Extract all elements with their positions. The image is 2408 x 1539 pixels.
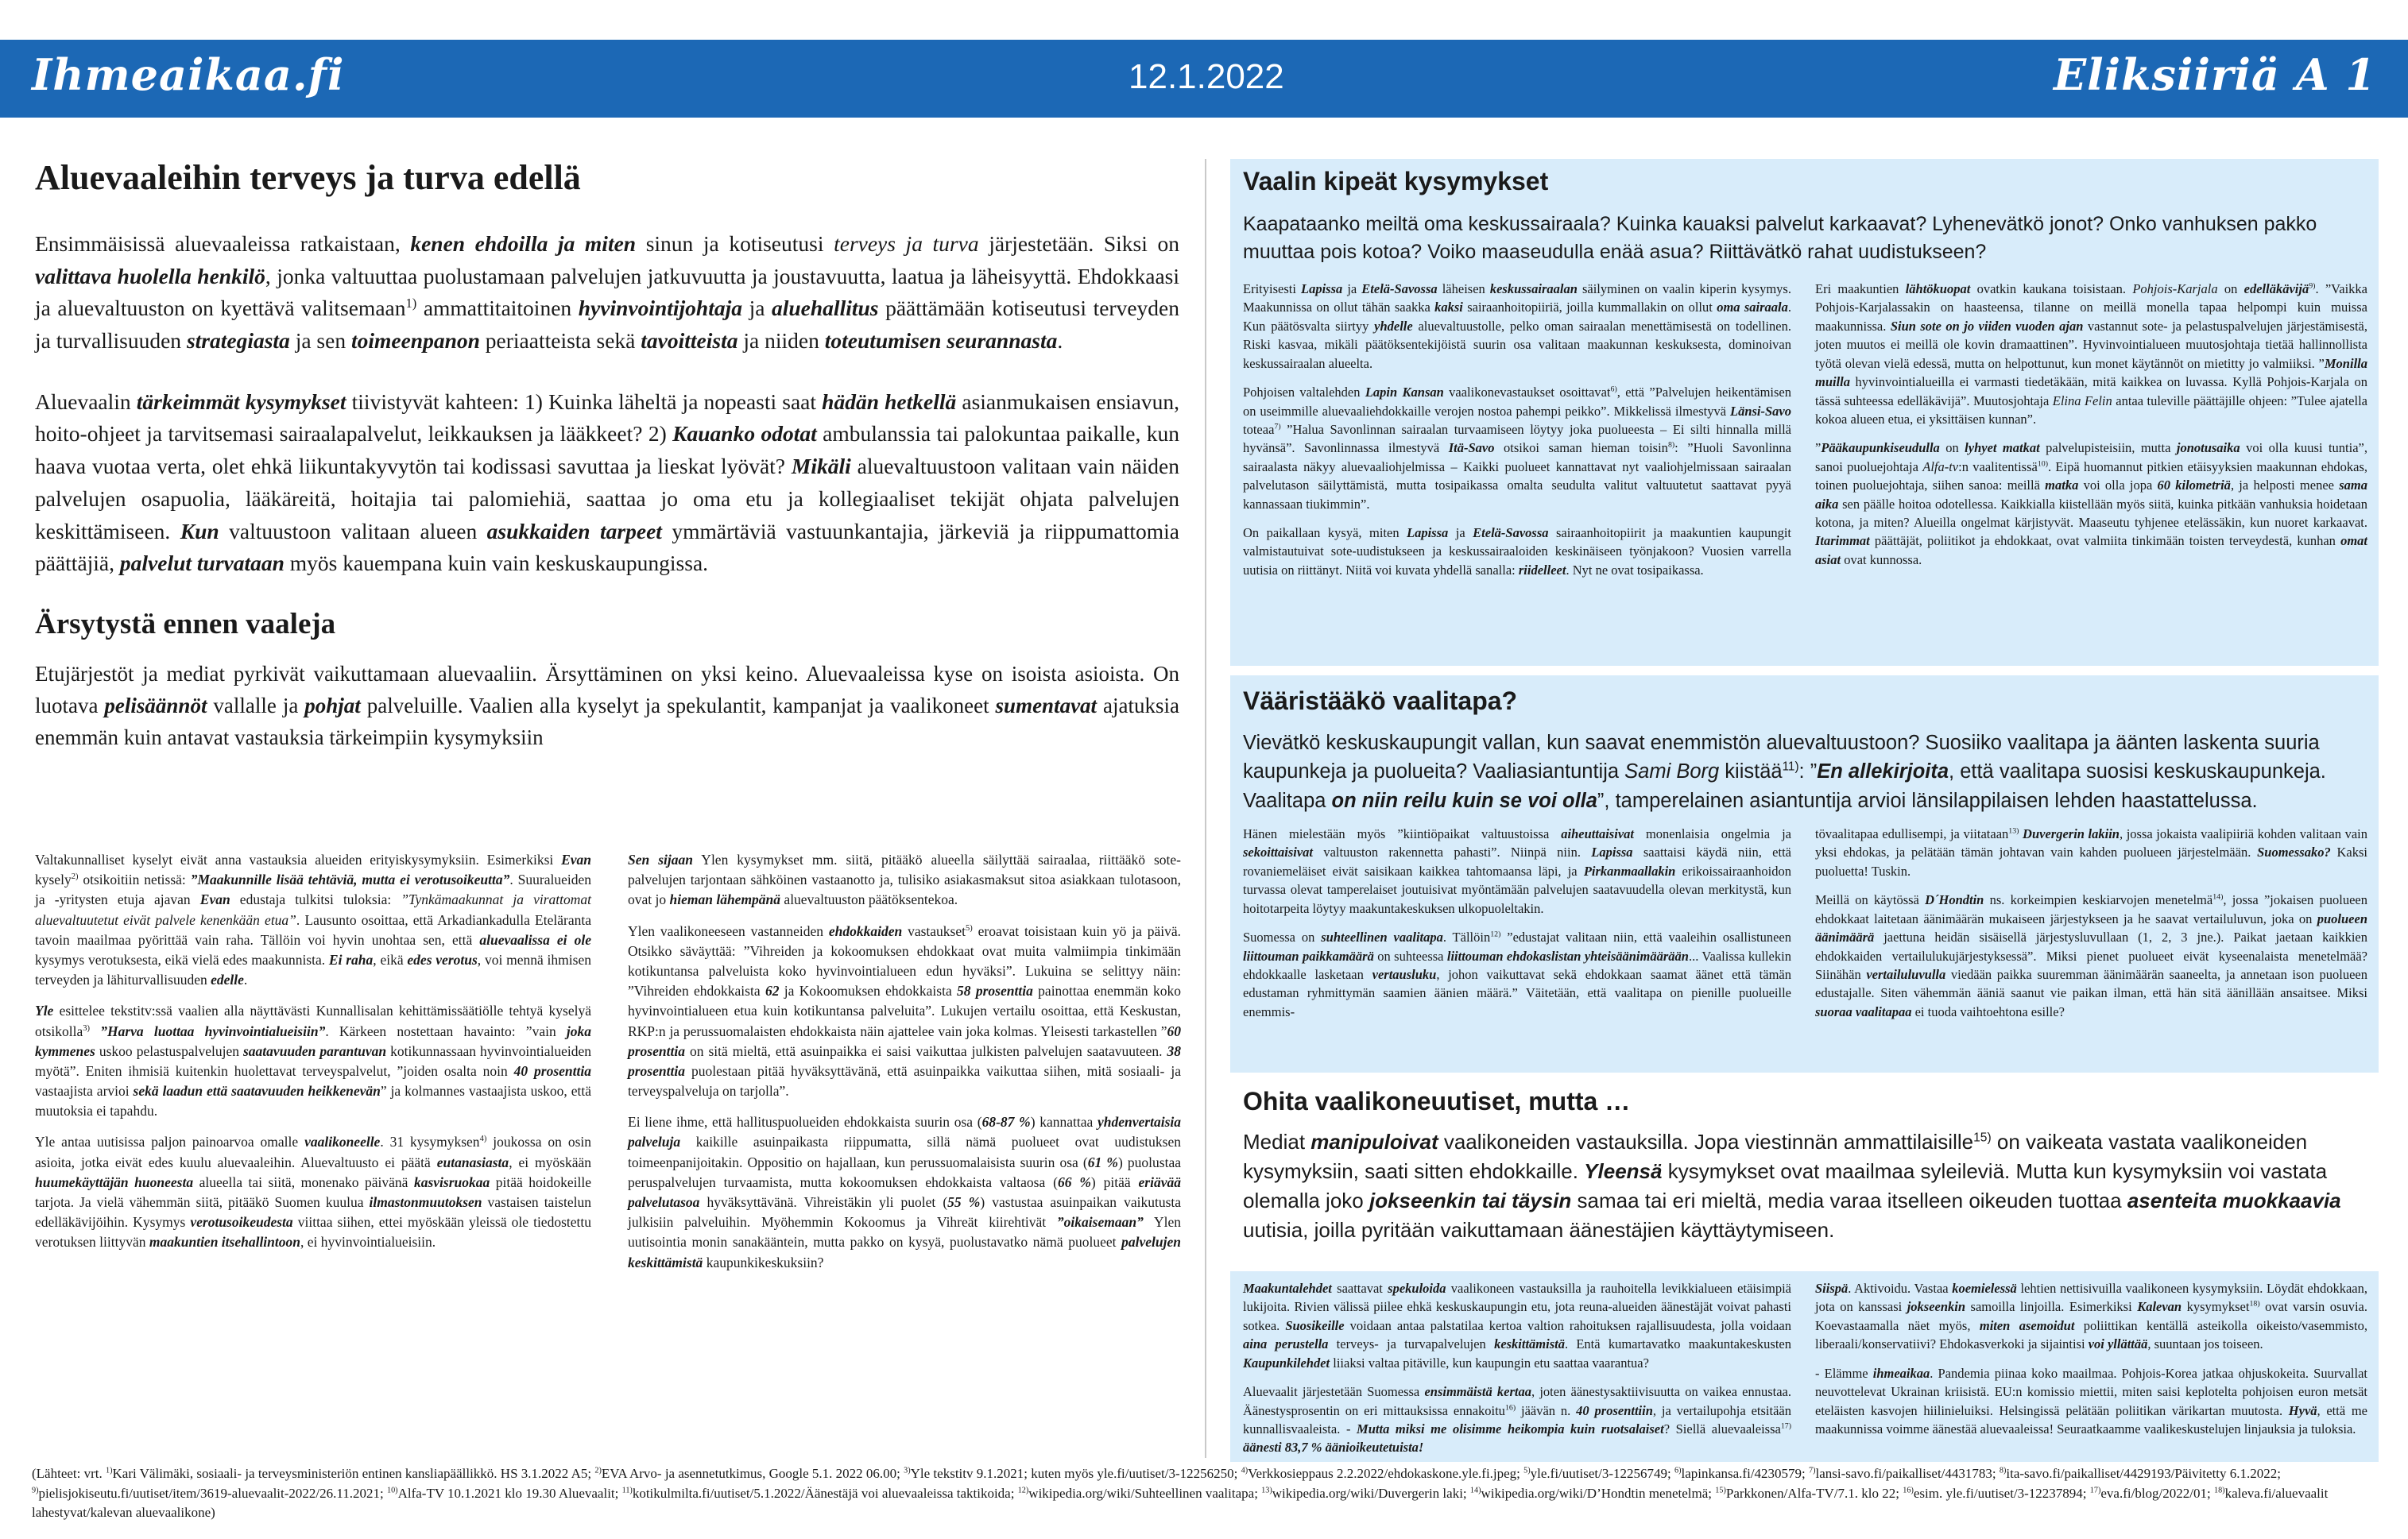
box-ohita-col-1: Maakuntalehdet saattavat spekuloida vaalikoneen vastauksilla ja rauhoitella levikkialueen etäisimpiä lukijoita. Rivien välissä piilee ehkä keskuskaupungin etu, jota reuna-alueiden äänestäjät voivat pahasti sotkea. Suosikeille voidaan antaa palstatilaa kertoa valtion rahoituksen rajallisuudesta, jolla voidaan aina perustella terveys- ja turvapalvelujen keskittämistä. Entä kumartavatko maakuntakeskusten Kaupunkilehdet liiaksi valtaa pitäville, kun kaupungin etu saattaa vaarantua? Aluevaalit järjestetään Suomessa ensimmäistä kertaa, joten äänestysaktiivisuutta on vaikea ennustaa. Äänestysprosentin on eri mittauksissa ennakoitu$^{16)}$ jäävän n. 40 prosenttiin, ja vertailupohja etsitään kunnallisvaaleista. - Mutta miksi me olisimme heikompia kuin ruotsalaiset? Siellä aluevaaleissa$^{17)}$ äänesti 83,7 % äänioikeutetuista! [1243,1281,1792,1456]
column-divider [1205,159,1206,1458]
box-ohita [1230,1271,2379,1462]
main-article [35,157,1179,754]
box-lead-vaalitapa: Vievätkö keskuskaupungit vallan, kun saavat enemmistön aluevaltuustoon? Suosiiko vaalitapa ja äänten laskenta suuria kaupunkeja ja puolueita? Vaaliasiantuntija Sami Borg kiistää$^{11)}$: ”En allekirjoita, että vaalitapa suosisi keskuskaupunkeja. Vaalitapa on niin reilu kuin se voi olla”, tamperelainen asiantuntija arvioi länsilappilaisen lehden haastattelussa. [1243,732,2326,812]
page-header [0,40,2408,118]
box-vaalin-kipeat [1230,159,2379,666]
ohita-title: Ohita vaalikoneuutiset, mutta … [1243,1087,1631,1116]
body-column-2: Sen sijaan Ylen kysymykset mm. siitä, pitääkö alueella säilyttää sairaalaa, riittääkö sote-palvelujen tarjontaan sähköinen vastaanotto ja, tulisiko asiakasmaksut sitoa asiakkaan tulotasoon, ovat jo hieman lähempänä aluevaltuuston päätöksentekoa. Ylen vaalikoneeseen vastanneiden ehdokkaiden vastaukset$^{5)}$ eroavat toisistaan kuin yö ja päivä. Otsikko säväyttää: ”Vihreiden ja kokoomuksen ehdokkaat ovat muita valmiimpia tinkimään kotikuntansa palveluista koko hyvinvointialueen edun hyväksi”. Lukuina se selittyy näin: ”Vihreiden ehdokkaista 62 ja Kokoomuksen ehdokkaista 58 prosenttia painottaa enemmän koko hyvinvointialueen etua kuin kotikuntansa palveluita”. Lukujen vertailu osoittaa, että Keskustan, RKP:n ja perussuomalaisten ehdokkaista näin ajattelee vain joka kolmas. Yleisesti tarkastellen ”60 prosenttia on sitä mieltä, että asuinpaikka ei saisi vaikuttaa julkisten palvelujen saatavuuteen. 38 prosenttia puolestaan pitää hyväksyttävänä, että asuinpaikka vaikuttaa siihen, mitä sosiaali- ja terveyspalveluja on tarjolla”. Ei liene ihme, että hallituspuolueiden ehdokkaista suurin osa (68-87 %) kannattaa yhdenvertaisia palveluja kaikille asuinpaikasta riippumatta, sillä nämä puolueet ovat uudistuksen toimeenpanijoitakin. Oppositio on hajallaan, kun perussuomalaisista suurin osa (61 %) puolustaa peruspalvelujen turvaamista, mutta kokoomuksen ehdokkaista valtaosa (66 %) pitää eriävää palvelutasoa hyväksyttävänä. Vihreistäkin yli puolet (55 %) vastustaa asuinpaikan vaikutusta julkisiin palveluihin. Myöhemmin Kokoomus ja Vihreät kiirehtivät ”oikaisemaan” Ylen uutisointia monin sanakääntein, mutta pakko on kysyä, puolustavatko nämä puolueet palvelujen keskittämistä kaupunkikeskuksiin? [628,852,1182,1270]
box-vaalin-col-1: Erityisesti Lapissa ja Etelä-Savossa läheisen keskussairaalan säilyminen on vaalin kiperin kysymys. Maakunnissa on ollut tähän saakka kaksi sairaanhoitopiiriä, joilla kummallakin on ollut oma sairaala. Kun päätösvalta siirtyy yhdelle aluevaltuustolle, pelko oman sairaalan menettämisestä on todellinen. Riski kasvaa, mikäli päätöksentekijöistä suurin osa valitaan maakunnan keskuksesta, dominoivan keskussairaalan alueelta. Pohjoisen valtalehden Lapin Kansan vaalikonevastaukset osoittavat$^{6)}$, että ”Palvelujen heikentämisen on useimmille aluevaaliehdokkaille verojen nostoa pahempi peikko”. Mikkelissä ilmestyvä Länsi-Savo toteaa$^{7)}$ ”Halua Savonlinnan sairaalan turvaamiseen löytyy joka puolueesta – Ei silti hinnalla millä hyvänsä”. Savonlinnassa ilmestyvä Itä-Savo otsikoi saman hieman toisin$^{8)}$: ”Huoli Savonlinna sairaalasta näkyy aluevaaliohjelmissa – Kaikki puolueet kannattavat nyt vaaliohjelmissaan sairaalan palvelutason säilyttämistä, mutta tosipaikassa omalta seudulta valitut valtuutetut saattavat pyyä kannassaan tiukimmin”. On paikallaan kysyä, miten Lapissa ja Etelä-Savossa sairaanhoitopiirit ja maakuntien kaupungit valmistautuivat sote-uudistukseen ja keskussairaaloiden keskinäiseen työnjakoon? Vuosien varrella uutisia on riittänyt. Niitä voi kuvata yhdellä sanalla: riidelleet. Nyt ne ovat tosipaikassa. [1243,281,1791,578]
body-column-1: Valtakunnalliset kyselyt eivät anna vastauksia alueiden erityiskysymyksiin. Esimerkiksi Evan kysely$^{2)}$ otsikoitiin netissä: ”Maakunnille lisää tehtäviä, mutta ei verotusoikeutta”. Suuralueiden ja -yritysten etuja ajavan Evan edustaja tulkitsi tuloksia: ”Tynkämaakunnat ja virattomat aluevaltuutetut eivät palvele kenenkään etua”. Lausunto osoittaa, että Arkadiankadulla Eteläranta tavoin maailmaa pyörittää vain raha. Tällöin voi hyvin unohtaa sen, että aluevaalissa ei ole kysymys verotuksesta, eikä vielä edes maakunnista. Ei raha, eikä edes verotus, voi mennä ihmisen terveyden ja lähiturvallisuuden edelle. Yle esittelee tekstitv:ssä vaalien alla näyttävästi Kunnallisalan kehittämissäätiölle tehtyä kyselyä otsikolla$^{3)}$ ”Harva luottaa hyvinvointialueisiin”. Kärkeen nostettaan havainto: ”vain joka kymmenes uskoo pelastuspalvelujen saatavuuden parantuvan kotikunnassaan hyvinvointialueiden myötä”. Eniten ihmisiä kuitenkin huolettavat terveyspalvelut, ”joiden osalta noin 40 prosenttia vastaajista arvioi sekä laadun että saatavuuden heikkenevän” ja kolmannes vastaajista uskoo, että muutoksia ei tapahdu. Yle antaa uutisissa paljon painoarvoa omalle vaalikoneelle. 31 kysymyksen$^{4)}$ joukossa on osin asioita, jotka eivät edes kuulu aluevaaleihin. Aluevaltuusto ei päätä eutanasiasta, ei myöskään huumekäyttäjän huoneesta alueella tai siitä, monenako päivänä kasvisruokaa pitää hoidokeille tarjota. Ja vielä vähemmän siitä, pitääkö Suomen kuulua ilmastonmuutoksen vastaisen taistelun edelläkävijöihin. Kysymys verotusoikeudesta viittaa siihen, ettei myöskään yleissä ole tiedostettu verotuksen liittyvän maakuntien itsehallintoon, ei hyvinvointialueisiin. [35,852,592,1251]
brand-logo[interactable]: Ihmeaikaa.fi [32,49,345,100]
box-vaalitapa-col-1: Hänen mielestään myös ”kiintiöpaikat valtuustoissa aiheuttaisivat monenlaisia ongelmia ja sekoittaisivat valtuuston rakennetta pahasti”. Niinpä niin. Lapissa saattaisi käydä niin, että rovaniemeläiset eivät saisikaan kaikkea tahtomaansa läpi, ja Pirkanmaallakin erikoissairaanhoidon turvassa olevat tamperelaiset joutuisivat myöntämään palvelujen saatavuudella olevan merkitystä, kun hoitotarpeita löytyy maakuntakeskuksen ulkopuoleltakin. Suomessa on suhteellinen vaalitapa. Tällöin$^{12)}$ ”edustajat valitaan niin, että vaaleihin osallistuneen liittouman paikkamäärä on suhteessa liittouman ehdokaslistan yhteisäänimäärään... Vaalissa kullekin ehdokkaalle lasketaan vertausluku, johon vaikuttavat sekä ehdokkaan saamat äänet että tämän edustaman ryhmittymän saamien äänien määrä.” Väitetään, että vaalitapa on pienille puolueille enemmis- [1243,826,1791,1019]
issue-date: 12.1.2022 [1129,57,1284,96]
article-title: Aluevaaleihin terveys ja turva edellä [35,158,581,197]
section-heading: Ärsytystä ennen vaaleja [35,607,336,640]
box-title-vaalitapa: Vääristääkö vaalitapa? [1243,686,1518,715]
ohita-section [1243,1087,2375,1245]
box-vaalitapa-col-2: tövaalitapaa edullisempi, ja viitataan$^{13)}$ Duvergerin lakiin, jossa jokaista vaalipiiriä kohden valitaan vain yksi ehdokas, ja pelätään tämän johtavan vain kahden puolueen järjestelmään. Suomessako? Kaksi puoluetta! Tuskin. Meillä on käytössä D´Hondtin ns. korkeimpien keskiarvojen menetelmä$^{14)}$, jossa ”jokaisen puolueen ehdokkaat laitetaan äänimäärän mukaiseen järjestykseen ja he saavat vertailuluvun, joka on puolueen äänimäärä jaettuna heidän sisäisellä järjestysluvullaan (1, 2, 3 jne.). Paikat jaetaan kaikkien ehdokkaiden vertailulukujärjestyksessä”. Miksi pienet puolueet eivät kyseenalaista menetelmää? Siinähän vertailuluvulla viedään paikka suuremman äänimäärän saaneelta, ja annetaan ison puolueen edustajalle. Siten vähemmän ääniä saanut vie paikan ilman, että hän sitä äänillään ansaitsee. Miksi suoraa vaalitapaa ei tuoda vaihtoehtona esille? [1815,826,2367,1019]
box-vaalitapa [1230,675,2379,1073]
box-vaalin-col-2: Eri maakuntien lähtökuopat ovatkin kaukana toisistaan. Pohjois-Karjala on edelläkävijä$^{9)}$. ”Vaikka Pohjois-Karjalassakin on haasteensa, tilanne on meillä monella tapaa helpompi kuin muissa maakunnissa. Siun sote on jo viiden vuoden ajan vastannut sote- ja pelastuspalvelujen järjestämisestä, joten muutos ei meillä ole kovin dramaattinen”. Hyvinvointialueen muutosjohtaja tietää hallinnollista työtä olevan vielä edessä, mutta on helpottunut, kun monet käytännöt on mietitty jo valmiiksi. ”Monilla muilla hyvinvointialueilla ei varmasti tiedetäkään, mitä kaikkea on luvassa. Kyllä Pohjois-Karjala on tässä suhteessa edelläkävijä”. Muutosjohtaja Elina Felin antaa tuleville päättäjille ohjeen: ”Tulee ajatella kokoa alueen etua, ei yksittäisen kunnan”. ”Pääkaupunkiseudulla on lyhyet matkat palvelupisteisiin, mutta jonotusaika voi olla kuusi tuntia”, sanoi puoluejohtaja Alfa-tv:n vaalitentissä$^{10)}$. Eipä huomannut pitkien etäisyyksien maakunnan ehdokas, toinen puoluejohtaja, siihen sanoa: meillä matka voi olla jopa 60 kilometriä, ja helposti menee sama aika sen päälle hoitoa odotellessa. Kaikkialla kiistellään myös siitä, kuinka pitkään vanhuksia hoidetaan kotona, ja miten? Alueilla ongelmat kärjistyvät. Maaseutu tyhjenee etelässäkin, kun nuoret karkaavat. Itarimmat päättäjät, poliitikot ja ehdokkaat, ovat valmiita tinkimään toisten terveydestä, kunhan omat asiat ovat kunnossa. [1815,281,2368,567]
section-name: Eliksiiriä A 1 [2053,49,2376,100]
references: (Lähteet: vrt. $^{1)}$Kari Välimäki, sosiaali- ja terveysministeriön entinen kansliapäällikkö. HS 3.1.2022 A5; $^{2)}$EVA Arvo- ja asennetutkimus, Google 5.1. 2022 06.00; $^{3)}$Yle tekstitv 9.1.2021; kuten myös yle.fi/uutiset/3-12256250; $^{4)}$Verkkosieppaus 2.2.2022/ehdokaskone.yle.fi.jpeg; $^{5)}$yle.fi/uutiset/3-12256749; $^{6)}$lapinkansa.fi/4230579; $^{7)}$lansi-savo.fi/paikalliset/4431783; $^{8)}$ita-savo.fi/paikalliset/4429193/Päivitetty 6.1.2022; $^{9)}$pielisjokiseutu.fi/uutiset/item/3619-aluevaalit-2022/26.11.2021; $^{10)}$Alfa-TV 10.1.2021 klo 19.30 Aluevaalit; $^{11)}$kotikulmilta.fi/uutiset/5.1.2022/Äänestäjä voi aluevaaleissa taktikoida; $^{12)}$wikipedia.org/wiki/Suhteellinen vaalitapa; $^{13)}$wikipedia.org/wiki/Duvergerin laki; $^{14)}$wikipedia.org/wiki/D’Hondtin menetelmä; $^{15)}$Parkkonen/Alfa-TV/7.1. klo 22; $^{16)}$esim. yle.fi/uutiset/3-12237894; $^{17)}$eva.fi/blog/2022/01; $^{18)}$kaleva.fi/aluevaalit lahestyvat/kalevan aluevaalikone) [32,1466,2329,1521]
ohita-lead: Mediat manipuloivat vaalikoneiden vastauksilla. Jopa viestinnän ammattilaisille$^{15)}$ on vaikeata vastata vaalikoneiden kysymyksiin, saati sitten ehdokkaille. Yleensä kysymykset ovat maailmaa syleileviä. Mutta kun kysymyksiin voi vastata olemalla joko jokseenkin tai täysin samaa tai eri mieltä, media varaa itselleen oikeuden tuottaa asenteita muokkaavia uutisia, joilla pyritään vaikuttamaan äänestäjien käyttäytymiseen. [1243,1130,2341,1242]
box-ohita-col-2: Siispä. Aktivoidu. Vastaa koemielessä lehtien nettisivuilla vaalikoneen kysymyksiin. Löydät ehdokkaan, jota on kanssasi jokseenkin samoilla linjoilla. Esimerkiksi Kalevan kysymykset$^{18)}$ ovat varsin osuvia. Koevastaamalla näet myös, miten asemoidut poliittikan kentällä asteikolla oikeisto/vasemmisto, liberaali/konservatiivi? Ehdokasverkoki ja sijaintisi voi yllättää, suuntaan jos toiseen. - Elämme ihmeaikaa. Pandemia piinaa koko maailmaa. Pohjois-Korea jatkaa ohjuskokeita. Suurvallat neuvottelevat Ukrainan kriisistä. EU:n komissio miettii, miten saisi keplotelta pohjoisen euron metsät eteläisten kasvojen hiilinieluiksi. Helsingissä pelätään poliitikan värikartan muutosta. Hyvä, että me maakunnissa voimme äänestää aluevaaleissa! Seuraatkaamme vaalikeskustelujen linjauksia ja tuloksia. [1815,1281,2368,1437]
box-lead-vaalin: Kaapataanko meiltä oma keskussairaala? Kuinka kauaksi palvelut karkaavat? Lyhenevätkö jonot? Onko vanhuksen pakko muuttaa pois kotoa? Voiko maaseudulla enää asua? Riittävätkö rahat uudistukseen? [1243,213,2317,263]
section-lead: Etujärjestöt ja mediat pyrkivät vaikuttamaan aluevaaliin. Ärsyttäminen on yksi keino. Aluevaaleissa kyse on isoista asioista. On luotava pelisäännöt vallalle ja pohjat palveluille. Vaalien alla kyselyt ja spekulantit, kampanjat ja vaalikoneet sumentavat ajatuksia enemmän kuin antavat vastauksia tärkeimpiin kysymyksiin [35,661,1179,749]
box-title-vaalin: Vaalin kipeät kysymykset [1243,167,1549,195]
intro-paragraph: Ensimmäisissä aluevaaleissa ratkaistaan, kenen ehdoilla ja miten sinun ja kotiseutusi terveys ja turva järjestetään. Siksi on valittava huolella henkilö, jonka valtuuttaa puolustamaan palvelujen jatkuvuutta ja joustavuutta, laatua ja läheisyyttä. Ehdokkaasi ja aluevaltuuston on kyettävä valitsemaan$^{1)}$ ammattitaitoinen hyvinvointijohtaja ja aluehallitus päättämään kotiseutusi terveyden ja turvallisuuden strategiasta ja sen toimeenpanon periaatteista sekä tavoitteista ja niiden toteutumisen seurannasta. Aluevaalin tärkeimmät kysymykset tiivistyvät kahteen: 1) Kuinka läheltä ja nopeasti saat hädän hetkellä asianmukaisen ensiavun, hoito-ohjeet ja tarvitsemasi sairaalapalvelut, leikkauksen ja lääkkeet? 2) Kauanko odotat ambulanssia tai palokuntaa paikalle, kun haava vuotaa verta, olet ehkä liikuntakyvytön tai kodissasi savuttaa ja lieskat lyövät? Mikäli aluevaltuustoon valitaan vain näiden palvelujen osapuolia, lääkäreitä, hoitajia tai palomiehiä, saattaa jo oma etu ja kollegiaaliset tekijät ohjata palvelujen keskittämiseen. Kun valtuustoon valitaan alueen asukkaiden tarpeet ymmärtäviä vastuunkantajia, järkeviä ja riippumattomia päättäjiä, palvelut turvataan myös kauempana kuin vain keskuskaupungissa. [35,231,1180,576]
